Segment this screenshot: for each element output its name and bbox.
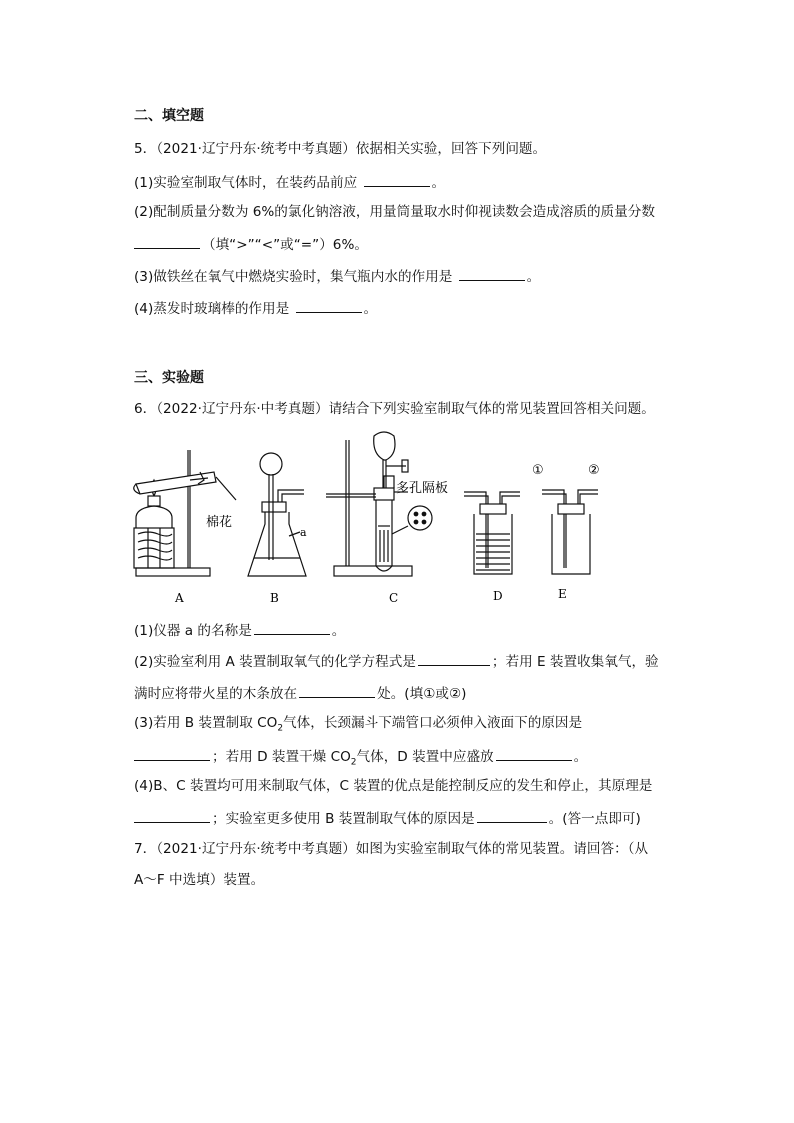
- apparatus-d-drawing: [464, 492, 520, 574]
- q6-part2: [134, 651, 659, 671]
- subscript-2: 2: [350, 757, 357, 768]
- q6-part4-text-b: ；实验室更多使用 B 装置制取气体的原因是: [212, 811, 475, 827]
- q6-part3-text-b: 气体，长颈漏斗下端管口必须伸入液面下的原因是: [283, 715, 583, 731]
- q5-part3: [134, 266, 540, 286]
- answer-blank[interactable]: [134, 746, 210, 761]
- label-port-2: ②: [588, 463, 600, 478]
- q5-part1: [134, 172, 445, 192]
- answer-blank[interactable]: [477, 808, 547, 823]
- label-apparatus-c: C: [389, 591, 399, 605]
- answer-blank[interactable]: [134, 808, 210, 823]
- q6-part3-cont: [134, 746, 587, 772]
- q6-part2-cont: [134, 683, 466, 703]
- q6-part4: [134, 777, 652, 795]
- q6-part3-text-c: ；若用 D 装置干燥 CO: [212, 749, 351, 765]
- q5-part1-end: 。: [431, 175, 446, 191]
- label-apparatus-e: E: [558, 587, 567, 601]
- label-apparatus-d: D: [493, 589, 503, 603]
- q5-part2-cont: [134, 234, 368, 254]
- answer-blank[interactable]: [296, 298, 362, 313]
- apparatus-figure: [128, 430, 668, 610]
- q6-part1-text: (1)仪器 a 的名称是: [134, 623, 252, 639]
- q6-part3-text-d: 气体，D 装置中应盛放: [356, 749, 494, 765]
- q6-part1-end: 。: [331, 623, 346, 639]
- q5-part4: [134, 298, 377, 318]
- answer-blank[interactable]: [459, 266, 525, 281]
- label-a-instrument: a: [300, 526, 307, 539]
- q6-part3: [134, 714, 582, 738]
- apparatus-e-drawing: [542, 490, 598, 574]
- q7-stem-cont: A～F 中选填）装置。: [134, 872, 265, 888]
- q5-stem: 5．（2021·辽宁丹东·统考中考真题）依据相关实验，回答下列问题。: [134, 141, 547, 157]
- apparatus-c-drawing: [326, 432, 432, 576]
- q5-part1-text: (1)实验室制取气体时，在装药品前应: [134, 175, 358, 191]
- answer-blank[interactable]: [134, 234, 200, 249]
- q5-part3-text: (3)做铁丝在氧气中燃烧实验时，集气瓶内水的作用是: [134, 269, 453, 285]
- answer-blank[interactable]: [364, 172, 430, 187]
- q6-part2-text: (2)实验室利用 A 装置制取氧气的化学方程式是: [134, 654, 416, 670]
- q5-part2-text: (2)配制质量分数为 6%的氯化钠溶液，用量筒量取水时仰视读数会造成溶质的质量分数: [134, 204, 655, 220]
- q6-part2-end: 处。(填①或②): [377, 686, 467, 702]
- apparatus-a-drawing: [134, 450, 236, 576]
- q5-part4-text: (4)蒸发时玻璃棒的作用是: [134, 301, 290, 317]
- q6-part2-mid: ；若用 E 装置收集氧气，验: [491, 654, 659, 670]
- q6-part3-end: 。: [573, 749, 588, 765]
- label-cotton: 棉花: [206, 515, 233, 530]
- label-apparatus-b: B: [270, 591, 279, 605]
- answer-blank[interactable]: [496, 746, 572, 761]
- label-apparatus-a: A: [175, 591, 184, 605]
- answer-blank[interactable]: [299, 683, 375, 698]
- q6-part2-text2: 满时应将带火星的木条放在: [134, 686, 298, 702]
- label-porous-plate: 多孔隔板: [396, 481, 449, 496]
- q6-stem: 6．（2022·辽宁丹东·中考真题）请结合下列实验室制取气体的常见装置回答相关问题。: [134, 401, 655, 417]
- section-title-fill-blanks: 二、填空题: [134, 108, 204, 124]
- q6-part3-text: (3)若用 B 装置制取 CO: [134, 715, 278, 731]
- q5-part2: [134, 203, 655, 221]
- label-port-1: ①: [532, 463, 544, 478]
- q5-part3-end: 。: [526, 269, 541, 285]
- q6-part1: [134, 620, 345, 640]
- answer-blank[interactable]: [254, 620, 330, 635]
- q5-part4-end: 。: [363, 301, 378, 317]
- subscript-2: 2: [277, 723, 284, 734]
- q6-part4-end: 。(答一点即可): [548, 811, 641, 827]
- q7-stem: 7．（2021·辽宁丹东·统考中考真题）如图为实验室制取气体的常见装置。请回答：（从: [134, 841, 649, 857]
- q5-part2-end: （填“>”“<”或“=”）6%。: [202, 237, 368, 253]
- q6-part4-text: (4)B、C 装置均可用来制取气体，C 装置的优点是能控制反应的发生和停止，其原理是: [134, 778, 653, 794]
- q6-part4-cont: [134, 808, 641, 828]
- answer-blank[interactable]: [418, 651, 490, 666]
- section-title-experiment: 三、实验题: [134, 370, 204, 386]
- apparatus-b-drawing: [248, 453, 306, 576]
